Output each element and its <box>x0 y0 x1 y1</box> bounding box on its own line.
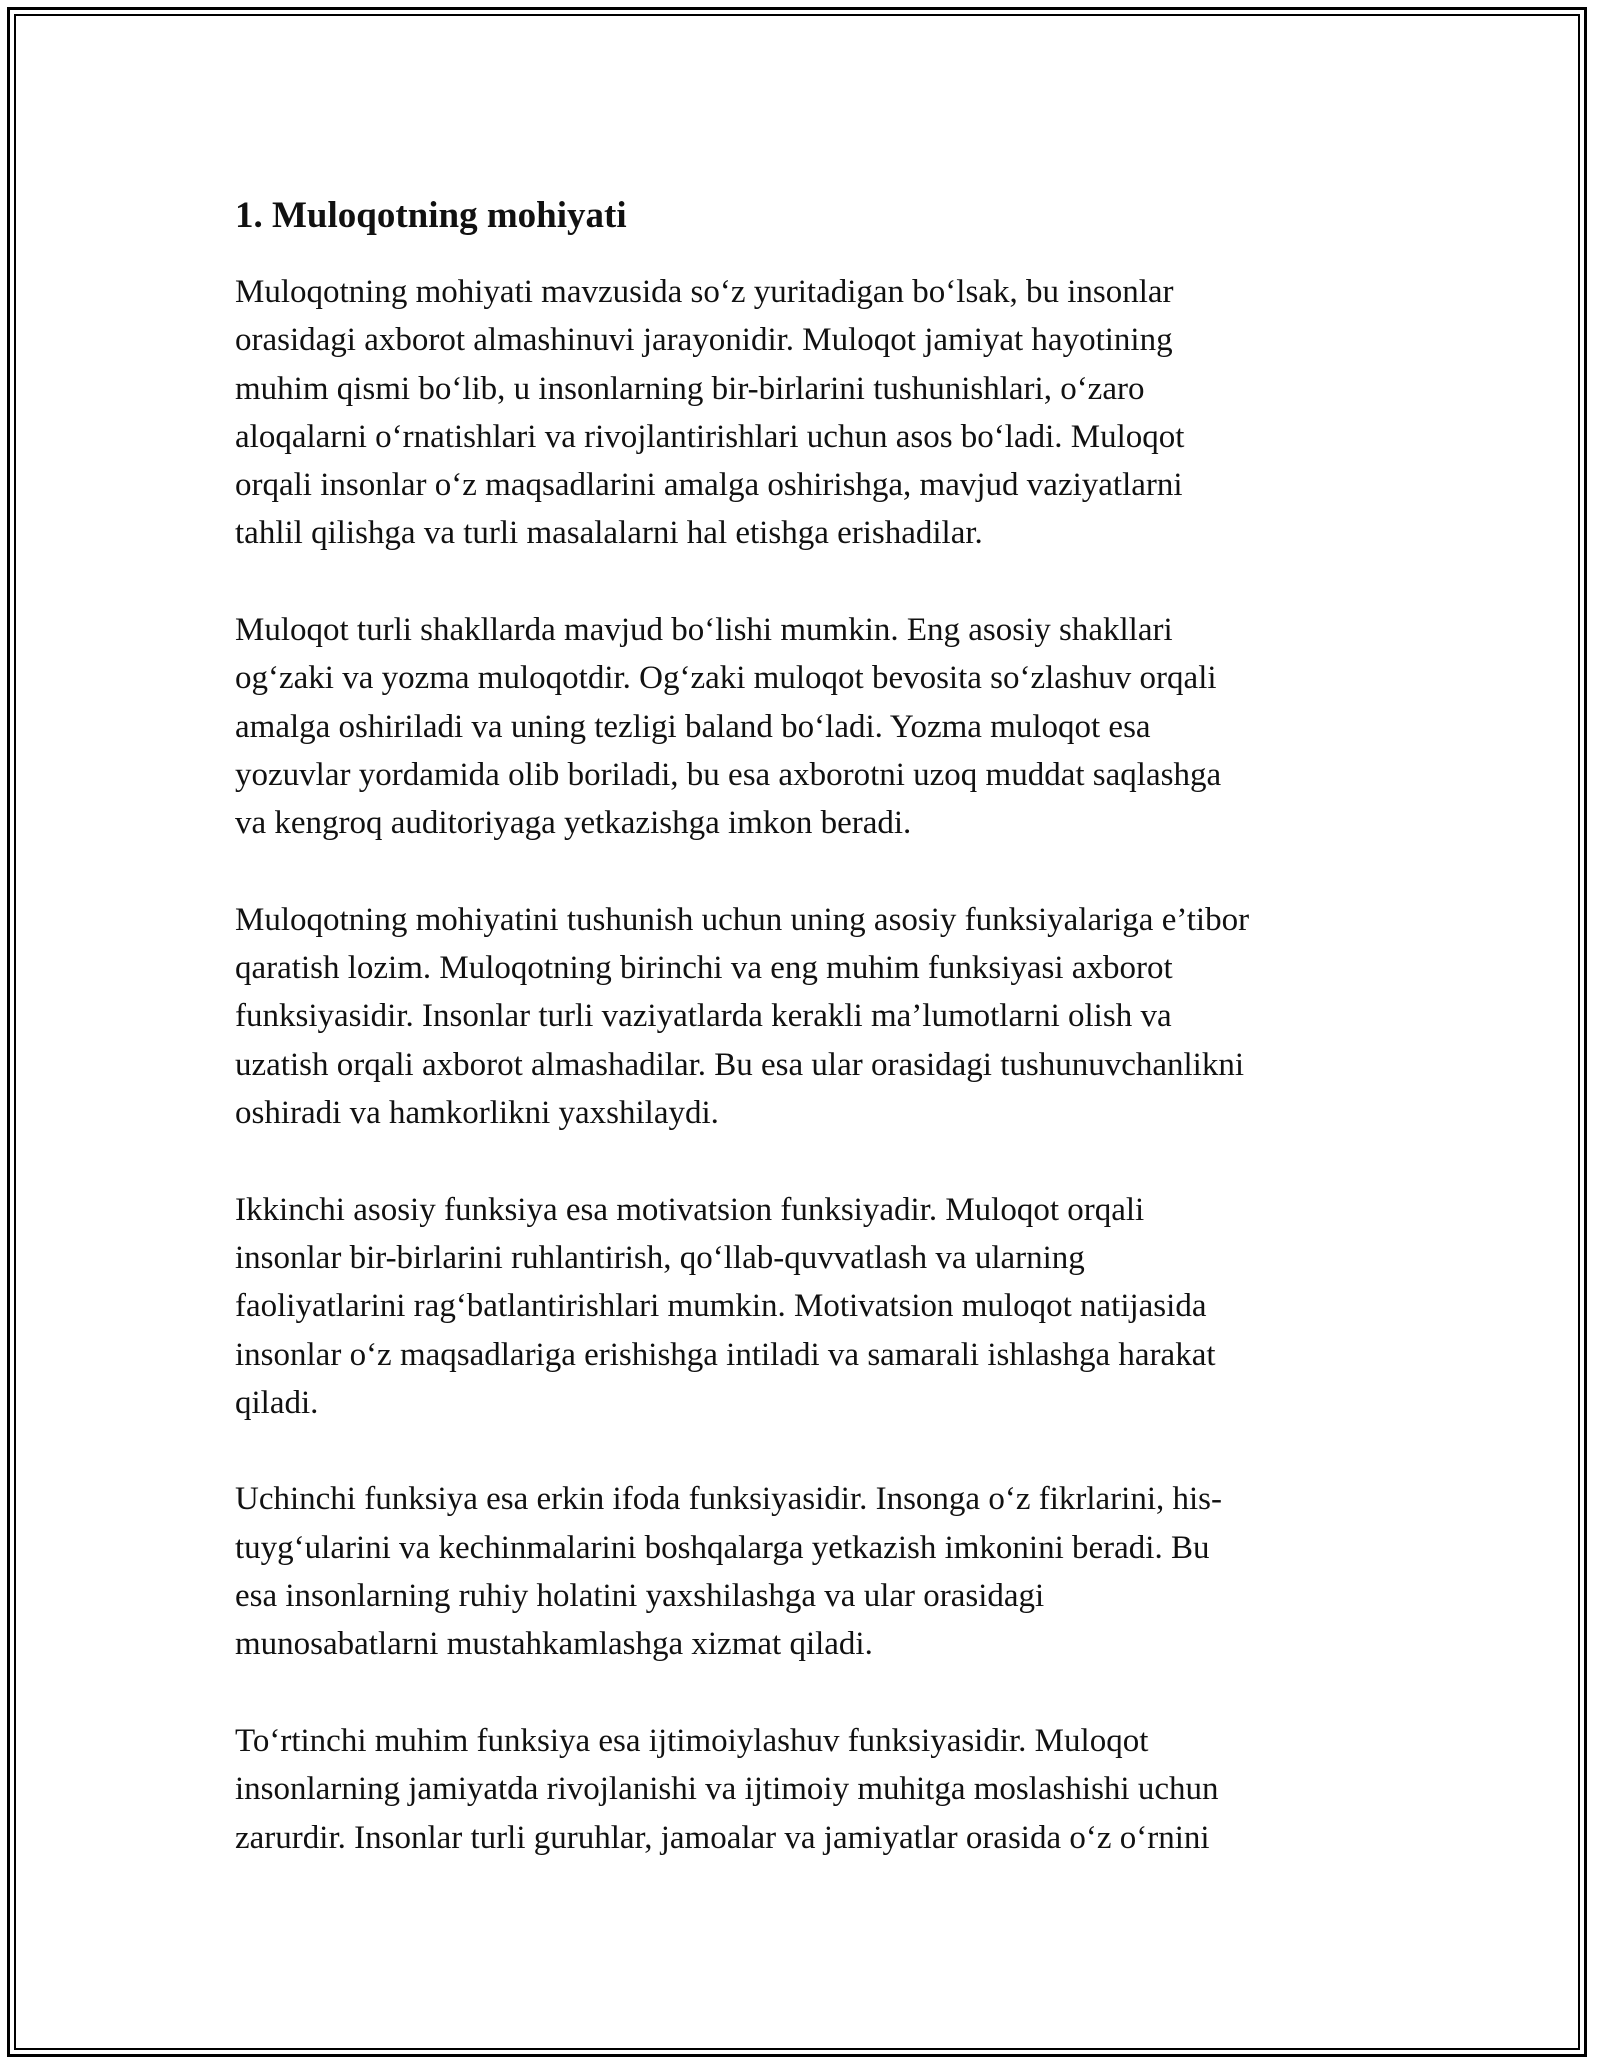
text-line: orqali insonlar o‘z maqsadlarini amalga oshirishga, mavjud vaziyatlarni <box>235 467 1183 504</box>
text-line: orasidagi axborot almashinuvi jarayonidir. Muloqot jamiyat hayotining <box>235 322 1173 359</box>
text-line: qaratish lozim. Muloqotning birinchi va eng muhim funksiyasi axborot <box>235 950 1173 987</box>
text-line: Muloqot turli shakllarda mavjud bo‘lishi mumkin. Eng asosiy shakllari <box>235 612 1173 649</box>
text-line: faoliyatlarini rag‘batlantirishlari mumkin. Motivatsion muloqot natijasida <box>235 1288 1207 1325</box>
text-line: va kengroq auditoriyaga yetkazishga imkon beradi. <box>235 805 912 842</box>
text-line: Muloqotning mohiyatini tushunish uchun uning asosiy funksiyalariga e’tibor <box>235 901 1250 938</box>
text-line: yozuvlar yordamida olib boriladi, bu esa axborotni uzoq muddat saqlashga <box>235 756 1222 793</box>
text-line: Ikkinchi asosiy funksiya esa motivatsion funksiyadir. Muloqot orqali <box>235 1191 1145 1228</box>
text-line: qiladi. <box>235 1384 319 1421</box>
text-line: insonlar bir-birlarini ruhlantirish, qo‘llab-quvvatlash va ularning <box>235 1239 1085 1276</box>
text-line: tahlil qilishga va turli masalalarni hal etishga erishadilar. <box>235 515 983 552</box>
text-line: funksiyasidir. Insonlar turli vaziyatlarda kerakli ma’lumotlarni olish va <box>235 998 1172 1035</box>
text-line: tuyg‘ularini va kechinmalarini boshqalarga yetkazish imkonini beradi. Bu <box>235 1529 1210 1566</box>
paragraph-2 <box>235 606 1370 847</box>
paragraph-3 <box>235 896 1370 1137</box>
text-line: uzatish orqali axborot almashadilar. Bu esa ular orasidagi tushunuvchanlikni <box>235 1046 1244 1083</box>
section-heading: 1. Muloqotning mohiyati <box>235 195 627 236</box>
paragraph-1 <box>235 268 1370 558</box>
text-line: zarurdir. Insonlar turli guruhlar, jamoalar va jamiyatlar orasida o‘z o‘rnini <box>235 1819 1210 1856</box>
text-line: munosabatlarni mustahkamlashga xizmat qiladi. <box>235 1626 873 1663</box>
paragraph-4 <box>235 1186 1370 1427</box>
text-line: og‘zaki va yozma muloqotdir. Og‘zaki muloqot bevosita so‘zlashuv orqali <box>235 660 1217 697</box>
text-line: Uchinchi funksiya esa erkin ifoda funksiyasidir. Insonga o‘z fikrlarini, his- <box>235 1481 1223 1518</box>
paragraph-5 <box>235 1475 1370 1668</box>
text-line: amalga oshiriladi va uning tezligi baland bo‘ladi. Yozma muloqot esa <box>235 708 1151 745</box>
paragraph-container <box>235 268 1370 1862</box>
text-line: To‘rtinchi muhim funksiya esa ijtimoiylashuv funksiyasidir. Muloqot <box>235 1722 1149 1759</box>
document-body <box>235 182 1370 1910</box>
text-line: esa insonlarning ruhiy holatini yaxshilashga va ular orasidagi <box>235 1578 1045 1615</box>
text-line: muhim qismi bo‘lib, u insonlarning bir-birlarini tushunishlari, o‘zaro <box>235 370 1145 407</box>
text-line: insonlar o‘z maqsadlariga erishishga intiladi va samarali ishlashga harakat <box>235 1336 1216 1373</box>
paragraph-6 <box>235 1717 1370 1862</box>
text-line: Muloqotning mohiyati mavzusida so‘z yuritadigan bo‘lsak, bu insonlar <box>235 274 1174 310</box>
text-line: oshiradi va hamkorlikni yaxshilaydi. <box>235 1095 719 1132</box>
text-line: insonlarning jamiyatda rivojlanishi va ijtimoiy muhitga moslashishi uchun <box>235 1771 1219 1808</box>
text-line: aloqalarni o‘rnatishlari va rivojlantirishlari uchun asos bo‘ladi. Muloqot <box>235 418 1185 455</box>
